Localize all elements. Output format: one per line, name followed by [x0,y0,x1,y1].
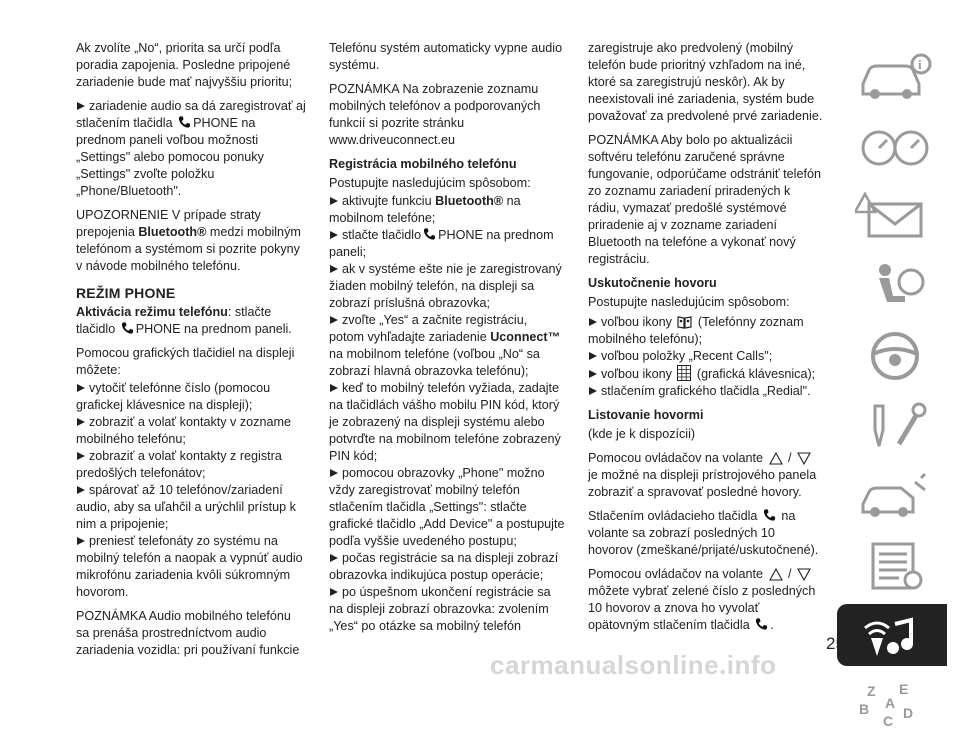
subsection-heading: Listovanie hovormi [588,408,704,422]
svg-text:D: D [903,705,914,721]
keypad-icon [677,365,691,381]
bullet-triangle-icon [329,468,339,478]
phone-icon [121,321,134,335]
bullet-triangle-icon [329,553,339,563]
bullet-item: po úspešnom ukončení registrácie sa na displeji zobrazí obrazovka: zvolením „Yes“ po otázke sa mobilný telefón [329,585,551,633]
paragraph: (kde je k dispozícii) [588,427,696,441]
arrow-up-icon [769,452,783,465]
bullet-item: vytočiť telefónne číslo (pomocou grafickej klávesnice na displeji); [76,381,271,412]
chapter-tab-technical-data[interactable] [837,534,960,604]
svg-text:i: i [918,57,922,72]
chapter-tab-driving[interactable] [837,324,960,394]
chapter-tab-index[interactable] [837,674,960,744]
phone-icon [423,227,436,241]
bullet-item: keď to mobilný telefón vyžiada, zadajte na tlačidlách vášho mobilu PIN kód, ktorý je zobrazený na displeji systému alebo potvrďte na mobilnom telefóne zobrazený PIN kód; [329,381,561,463]
paragraph: Pomocou ovládačov na volante / je možné na displeji prístrojového panela zobraziť a spravovať posledné hovory. [588,451,817,499]
paragraph: Postupujte nasledujúcim spôsobom: [588,295,790,309]
bullet-triangle-icon [76,451,86,461]
steering-wheel-icon [855,330,935,382]
bullet-item: spárovať až 10 telefónov/zariadení audio, aby sa uľahčil a urýchlil prístup k nim a pripojenie; [76,483,296,531]
bullet-item: preniesť telefonáty zo systému na mobilný telefón a naopak a vypnúť audio mikrofónu zariadenia kvôli súkromným hovorom. [76,534,303,599]
paragraph: Stlačením ovládacieho tlačidla na volante sa zobrazí posledných 10 hovorov (zmeškané/prijaté/uskutočnené). [588,509,819,557]
bullet-item: voľbou ikony (Telefónny zoznam mobilného telefónu); [588,315,804,346]
bullet-triangle-icon [588,317,598,327]
bullet-item: aktivujte funkciu Bluetooth® na mobilnom telefóne; [329,194,521,225]
bullet-item: ak v systéme ešte nie je zaregistrovaný žiaden mobilný telefón, na displeji sa zobrazí príslušná obrazovka; [329,262,562,310]
paragraph: Postupujte nasledujúcim spôsobom: [329,176,531,190]
car-crash-icon [855,470,935,522]
chapter-tab-dashboard[interactable] [837,114,960,184]
arrow-up-icon [769,568,783,581]
chapter-tab-maintenance[interactable] [837,464,960,534]
column-1 [76,40,306,666]
svg-text:B: B [859,701,870,717]
phone-icon [178,115,191,129]
paragraph: Pomocou ovládačov na volante / môžete vybrať zelené číslo z posledných 10 hovorov a znova ho vyvolať opätovným stlačením tlačidla . [588,567,816,632]
envelope-warning-icon [855,190,935,242]
tools-icon [855,400,935,452]
paragraph: zaregistruje ako predvolený (mobilný telefón bude prioritný vzhľadom na iné, ktoré sa zaregistrujú neskôr). Ak by neexistovali iné zariadenia, systém bude považovať za predvolené prvé zariadenie. [588,41,823,123]
car-info-icon [855,50,935,102]
phone-icon [755,617,768,631]
bullet-triangle-icon [329,383,339,393]
dashboard-icon [855,120,935,172]
phonebook-icon [677,315,692,329]
svg-text:C: C [883,713,894,729]
column-2 [329,40,565,635]
bullet-item: zobraziť a volať kontakty z registra predošlých telefonátov; [76,449,282,480]
bullet-triangle-icon [76,417,86,427]
bullet-triangle-icon [329,196,339,206]
column-3 [588,40,823,641]
svg-text:A: A [885,695,896,711]
bullet-item: pomocou obrazovky „Phone" možno vždy zaregistrovať mobilný telefón stlačením tlačidla „Settings": stlačte grafické tlačidlo „Add Device" a postupujte podľa vyššie uvedeného postupu; [329,466,565,548]
chapter-tab-multimedia[interactable] [837,604,960,674]
bullet-item: voľbou ikony (grafická klávesnica); [588,365,823,383]
watermark: carmanualsonline.info [490,650,777,680]
paragraph: UPOZORNENIE V prípade straty prepojenia Bluetooth® medzi mobilným telefónom a systémom si pozrite pokyny v návode mobilného telefónu. [76,208,301,273]
chapter-tab-safety[interactable] [837,254,960,324]
page-number: 253 [826,634,855,653]
bullet-item: zvoľte „Yes“ a začnite registráciu, potom vyhľadajte zariadenie Uconnect™ na mobilnom telefóne (voľbou „No“ sa zobrazí hlavná obrazovka telefónu); [329,313,561,378]
svg-text:E: E [899,681,909,697]
bullet-item: stlačte tlačidlo PHONE na prednom paneli; [329,228,554,259]
paragraph: POZNÁMKA Na zobrazenie zoznamu mobilných telefónov a podporovaných funkcií si pozrite stránku www.driveuconnect.eu [329,82,541,147]
paragraph: POZNÁMKA Audio mobilného telefónu sa prenáša prostredníctvom audio zariadenia vozidla: pri používaní funkcie [76,609,300,657]
arrow-down-icon [797,452,811,465]
airbag-safety-icon [855,260,935,312]
bullet-triangle-icon [588,386,598,396]
bullet-item: počas registrácie sa na displeji zobrazí obrazovka indikujúca postup operácie; [329,551,559,582]
paragraph: Pomocou grafických tlačidiel na displeji môžete: [76,346,295,377]
bullet-triangle-icon [76,485,86,495]
chapter-tab-emergency[interactable] [837,394,960,464]
bullet-triangle-icon [588,369,598,379]
paragraph: Aktivácia režimu telefónu: stlačte tlačidlo PHONE na prednom paneli. [76,305,292,336]
phone-icon [763,508,776,522]
paragraph: POZNÁMKA Aby bolo po aktualizácii softvéru telefónu zaručené správne fungovanie, odporúčame odstrániť telefón zo zoznamu zariadení priradených k rádiu, vymazať predošlé systémové priradenie aj v zozname zariadení Bluetooth na telefóne a vykonať nový registráciu. [588,133,821,266]
bullet-triangle-icon [329,315,339,325]
bullet-item: zariadenie audio sa dá zaregistrovať aj stlačením tlačidla PHONE na prednom paneli voľbou možnosti „Settings" alebo pomocou ponuky „Settings" zvoľte položku „Phone/Bluetooth". [76,99,306,198]
checklist-icon [855,540,935,592]
arrow-down-icon [797,568,811,581]
chapter-tab-warnings[interactable] [837,184,960,254]
chapter-sidebar [837,44,960,744]
index-letters-icon [855,680,935,732]
bullet-triangle-icon [329,587,339,597]
bullet-item: stlačením grafického tlačidla „Redial". [588,383,823,400]
bullet-triangle-icon [76,101,86,111]
subsection-heading: Registrácia mobilného telefónu [329,157,517,171]
bullet-triangle-icon [76,383,86,393]
chapter-tab-car-info[interactable] [837,44,960,114]
multimedia-icon [855,610,935,662]
bullet-item: voľbou položky „Recent Calls"; [588,348,823,365]
bullet-triangle-icon [329,264,339,274]
section-heading: REŽIM PHONE [76,285,176,301]
bullet-triangle-icon [588,351,598,361]
bullet-item: zobraziť a volať kontakty v zozname mobilného telefónu; [76,415,291,446]
bullet-triangle-icon [76,536,86,546]
subsection-heading: Uskutočnenie hovoru [588,276,717,290]
paragraph: Ak zvolíte „No“, priorita sa určí podľa poradia zapojenia. Posledne pripojené zariadenie bude mať najvyššiu prioritu; [76,41,293,89]
paragraph: Telefónu systém automaticky vypne audio systému. [329,41,563,72]
svg-text:Z: Z [867,683,876,699]
bullet-triangle-icon [329,230,339,240]
